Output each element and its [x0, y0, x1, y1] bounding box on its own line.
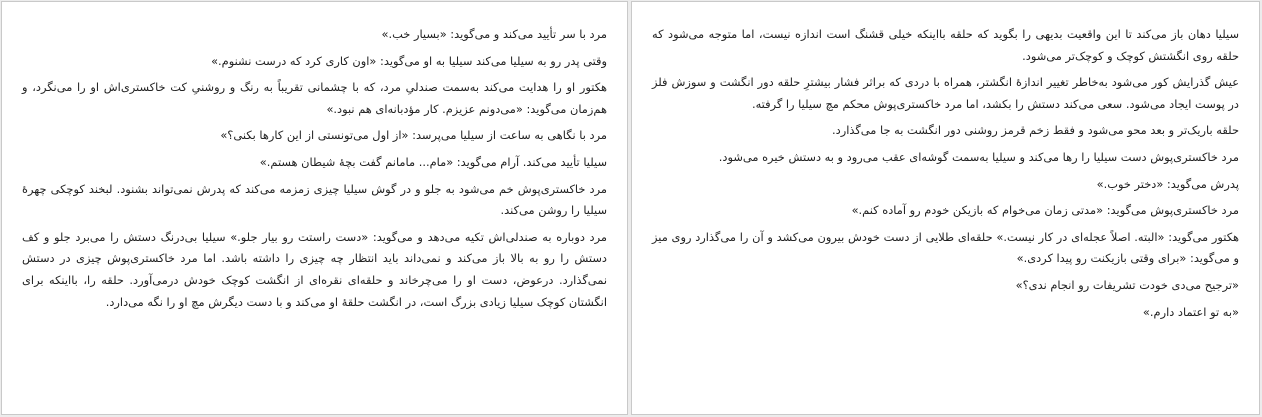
paragraph: سیلیا دهان باز می‌کند تا این واقعیت بدیهی را بگوید که حلقه بااینکه خیلی قشنگ است اندازه نیست، اما متوجه می‌شود که حلقه روی انگشتش کوچک و کوچک‌تر می‌شود. [652, 27, 1239, 63]
paragraph: عیش گذرایش کور می‌شود به‌خاطر تغییر اندازهٔ انگشتر، همراه با دردی که براثر فشار بیشترِ حلقه دور انگشت و سوزش فلز در پوست ایجاد می‌شود. سعی می‌کند دستش را بکشد، اما مرد خاکستری‌پوش محکم مچ سیلیا را گرفته. [652, 75, 1239, 111]
page-left [1, 1, 628, 415]
page-left-text [2, 2, 627, 313]
paragraph: وقتی پدر رو به سیلیا می‌کند سیلیا به او می‌گوید: «اون کاری کرد که درست نشنوم.» [211, 53, 607, 68]
paragraph: سیلیا تأیید می‌کند. آرام می‌گوید: «مام... مامانم گفت بچهٔ شیطان هستم.» [259, 154, 607, 169]
paragraph: «ترجیح می‌دی خودت تشریفات رو انجام ندی؟» [1015, 277, 1239, 292]
paragraph: مرد خاکستری‌پوش دست سیلیا را رها می‌کند و سیلیا به‌سمت گوشه‌ای عقب می‌رود و به دستش خیره می‌شود. [718, 149, 1239, 164]
paragraph: مرد با نگاهی به ساعت از سیلیا می‌پرسد: «از اول می‌تونستی از این کارها بکنی؟» [220, 128, 607, 143]
paragraph: حلقه باریک‌تر و بعد محو می‌شود و فقط زخم قرمز روشنی دور انگشت به جا می‌گذارد. [832, 123, 1239, 138]
paragraph: هکتور او را هدایت می‌کند به‌سمت صندلیِ مرد، که با چشمانی تقریباً به رنگ و روشنیِ کت خاکستری‌اش او را می‌نگرد، و هم‌زمان می‌گوید: «می‌دونم عزیزم. کار مؤدبانه‌ای هم نبود.» [22, 80, 607, 116]
paragraph: مرد با سر تأیید می‌کند و می‌گوید: «بسیار خب.» [381, 27, 607, 41]
page-right [631, 1, 1260, 415]
paragraph: مرد خاکستری‌پوش می‌گوید: «مدتی زمان می‌خوام که بازیکن خودم رو آماده کنم.» [851, 203, 1239, 218]
paragraph: پدرش می‌گوید: «دختر خوب.» [1096, 176, 1239, 191]
page-right-text [632, 2, 1259, 323]
paragraph: مرد خاکستری‌پوش خم می‌شود به جلو و در گوش سیلیا چیزی زمزمه می‌کند که پدرش نمی‌تواند بشنود. لبخند کوچکی چهرهٔ سیلیا را روشن می‌کند. [22, 181, 607, 218]
paragraph: «به تو اعتماد دارم.» [1142, 304, 1239, 319]
paragraph: هکتور می‌گوید: «البته. اصلاً عجله‌ای در کار نیست.» حلقه‌ای طلایی از دست خودش بیرون می‌کشد و آن را می‌گذارد روی میز و می‌گوید: «برای وقتی بازیکنت رو پیدا کردی.» [652, 229, 1239, 266]
paragraph: مرد دوباره به صندلی‌اش تکیه می‌دهد و می‌گوید: «دست راستت رو بیار جلو.» سیلیا بی‌درنگ دستش را می‌برد جلو و کف دستش را رو به بالا باز می‌کند و نمی‌داند باید انتظار چه چیزی را داشته باشد. اما مرد خاکستری‌پوش چیزی در دستش نمی‌گذارد. درعوض، دست او را می‌چرخاند و حلقه‌ای نقره‌ای از انگشت کوچک خودش درمی‌آورد. حلقه را، بااینکه برای انگشتان کوچک سیلیا زیادی بزرگ است، در انگشت حلقهٔ او می‌کند و با دست دیگرش مچ او را نگه می‌دارد. [22, 229, 607, 309]
